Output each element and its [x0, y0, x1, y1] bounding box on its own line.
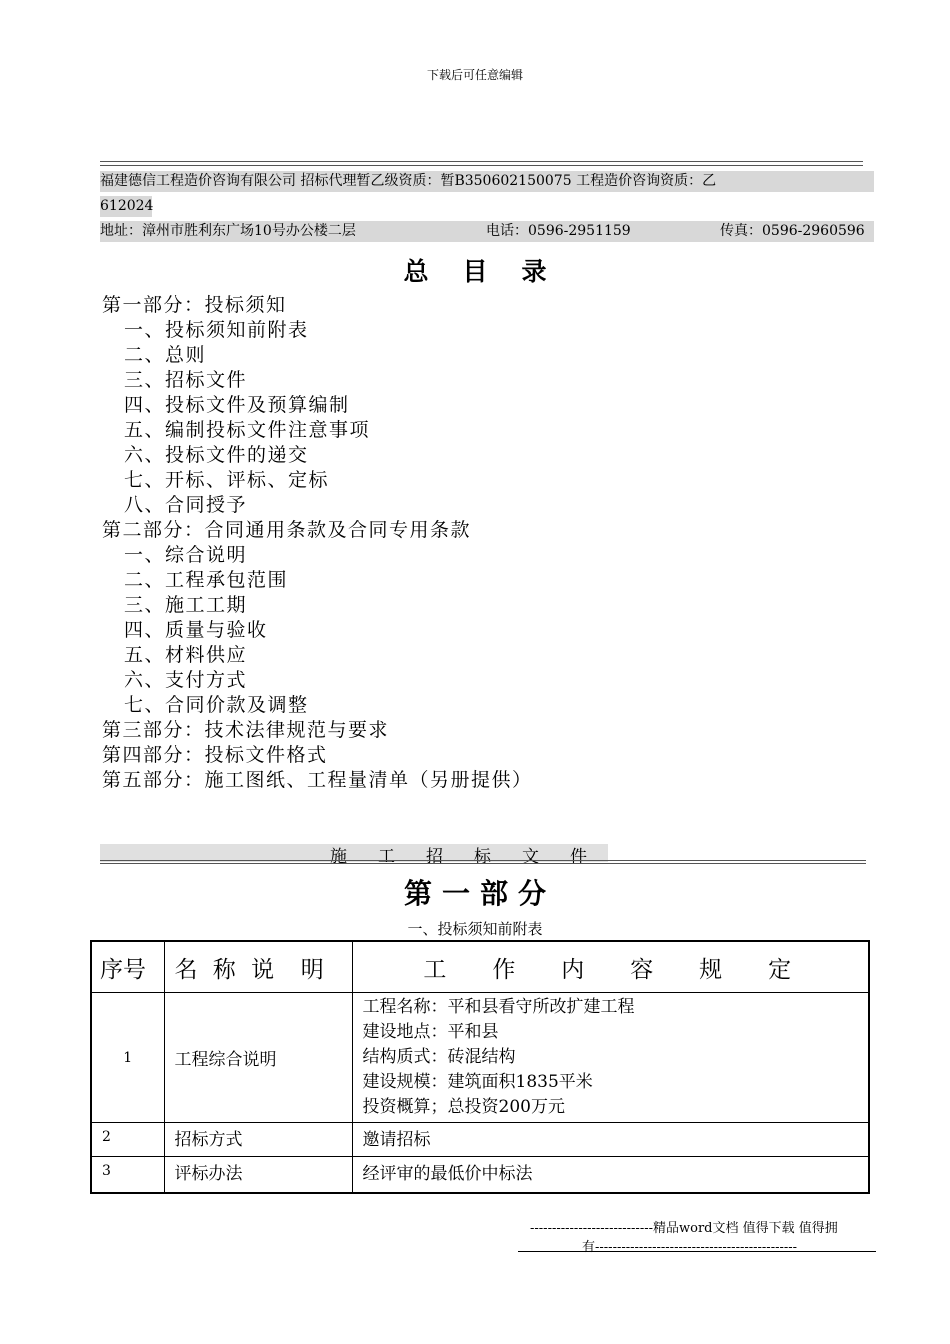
header-cell-content: 工 作 内 容 规 定: [352, 941, 869, 993]
row-number: 1: [91, 993, 164, 1123]
toc-part: 第三部分：技术法律规范与要求: [102, 719, 390, 741]
footer-line-2: 有----------------------------------------------: [582, 1240, 798, 1255]
row-name: 工程综合说明: [164, 993, 352, 1123]
toc-item: 六、投标文件的递交: [124, 444, 309, 466]
section-band-rule: [100, 860, 866, 864]
row-number: 2: [91, 1123, 164, 1157]
header-company-line: 福建德信工程造价咨询有限公司 招标代理暂乙级资质：暂B350602150075 工程造价咨询资质：乙: [100, 171, 874, 192]
page-title: 总目录: [403, 257, 581, 286]
toc-part: 第四部分：投标文件格式: [102, 744, 328, 766]
header-cell-name: 名 称 说 明: [164, 941, 352, 993]
toc-item: 一、投标须知前附表: [124, 319, 309, 341]
section-band-title: 施工招标文件: [330, 847, 618, 867]
header-fax: 传真：0596-2960596: [720, 223, 865, 239]
toc-item: 四、质量与验收: [124, 619, 268, 641]
content-line: 工程名称：平和县看守所改扩建工程: [362, 997, 635, 1017]
toc-item: 二、工程承包范围: [124, 569, 289, 591]
toc-item: 三、招标文件: [124, 369, 248, 391]
header-cell-no: 序号: [91, 941, 164, 993]
header-qualification-number: 612024: [100, 196, 152, 217]
row-name: 评标办法: [164, 1157, 352, 1193]
content-line: 建设规模：建筑面积1835平米: [362, 1072, 593, 1092]
header-contact-line: [100, 221, 874, 242]
page-note: 下载后可任意编辑: [426, 68, 523, 82]
footer-rule: [518, 1251, 876, 1252]
row-content: [352, 993, 869, 1123]
part-title: 第一部分: [403, 877, 556, 910]
toc-part: 第五部分：施工图纸、工程量清单（另册提供）: [102, 769, 533, 791]
toc-item: 八、合同授予: [124, 494, 248, 516]
table-header-row: [91, 941, 869, 993]
footer-line-1: ----------------------------精品word文档 值得下载 值得拥: [530, 1221, 838, 1236]
toc-item: 七、开标、评标、定标: [124, 469, 330, 491]
row-content: 邀请招标: [352, 1123, 869, 1157]
table-of-contents: [102, 293, 533, 793]
content-line: 结构质式：砖混结构: [362, 1047, 516, 1067]
toc-item: 五、材料供应: [124, 644, 248, 666]
content-line: 建设地点：平和县: [362, 1022, 499, 1042]
header-address: 地址：漳州市胜利东广场10号办公楼二层: [100, 223, 356, 239]
table-row: [91, 1123, 869, 1157]
toc-item: 三、施工工期: [124, 594, 248, 616]
toc-item: 四、投标文件及预算编制: [124, 394, 350, 416]
toc-item: 七、合同价款及调整: [124, 694, 309, 716]
bid-info-table: [90, 940, 870, 1194]
toc-part: 第二部分：合同通用条款及合同专用条款: [102, 519, 472, 541]
row-content: 经评审的最低价中标法: [352, 1157, 869, 1193]
toc-item: 六、支付方式: [124, 669, 248, 691]
toc-item: 二、总则: [124, 344, 207, 366]
table-row: [91, 993, 869, 1123]
toc-part: 第一部分：投标须知: [102, 294, 287, 316]
row-number: 3: [91, 1157, 164, 1193]
header-rule: [100, 161, 863, 166]
section-subtitle: 一、投标须知前附表: [407, 920, 543, 938]
header-phone: 电话：0596-2951159: [486, 223, 631, 239]
toc-item: 一、综合说明: [124, 544, 248, 566]
row-name: 招标方式: [164, 1123, 352, 1157]
toc-item: 五、编制投标文件注意事项: [124, 419, 371, 441]
content-line: 投资概算；总投资200万元: [362, 1097, 565, 1117]
table-row: [91, 1157, 869, 1193]
